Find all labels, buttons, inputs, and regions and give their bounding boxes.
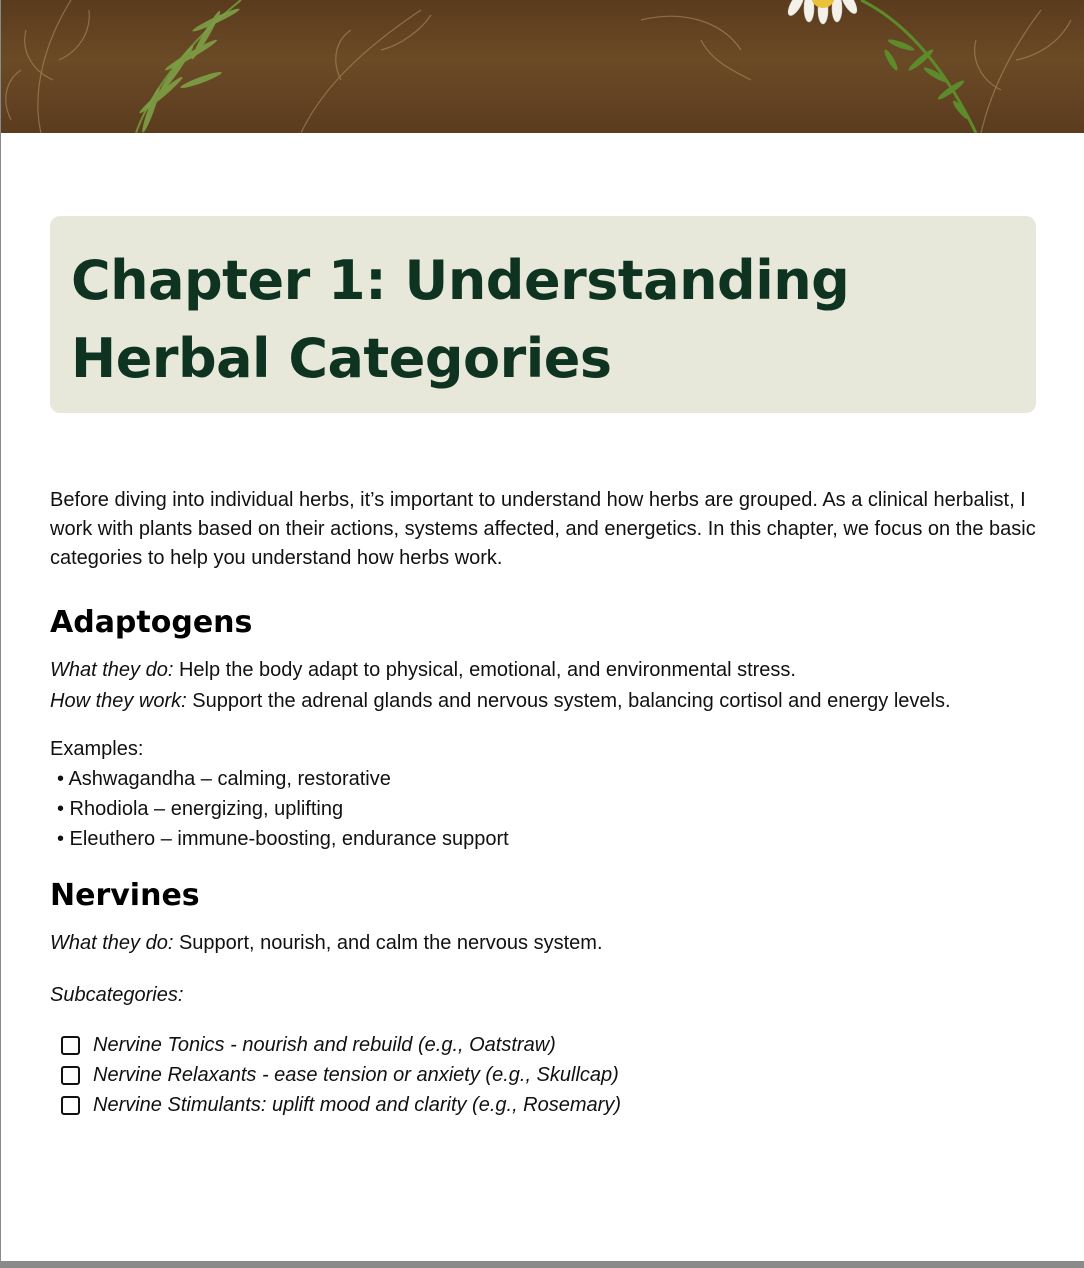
checklist-item [61,1090,1040,1120]
what-text: Support, nourish, and calm the nervous system. [173,932,603,954]
header-banner-image [1,0,1084,133]
nervines-what-they-do [50,927,1040,959]
list-item: • Eleuthero – immune-boosting, endurance support [57,828,509,850]
adaptogens-what-they-do [50,655,1040,686]
subcategories-label-text: Subcategories: [50,984,184,1006]
subcategories-label [50,979,1040,1011]
checkbox[interactable] [61,1096,80,1115]
chapter-title-box [50,216,1036,413]
botanical-illustration [1,0,1084,133]
how-label: How they work: [50,690,187,712]
adaptogens-how-they-work [50,686,1040,717]
checkbox[interactable] [61,1036,80,1055]
list-item: • Ashwagandha – calming, restorative [57,768,391,790]
section-heading-nervines: Nervines [50,878,200,913]
section-heading-adaptogens: Adaptogens [50,605,253,640]
checklist-item-text: Nervine Tonics - nourish and rebuild (e.g., Oatstraw) [93,1034,556,1056]
checkbox[interactable] [61,1066,80,1085]
how-text: Support the adrenal glands and nervous system, balancing cortisol and energy levels. [186,690,951,712]
document-page [1,0,1084,1261]
checklist-item-text: Nervine Relaxants - ease tension or anxiety (e.g., Skullcap) [93,1064,619,1086]
what-label: What they do: [50,659,174,681]
checklist-item-text: Nervine Stimulants: uplift mood and clarity (e.g., Rosemary) [93,1094,621,1116]
examples-list [50,764,1040,854]
chapter-content [50,486,1040,1120]
examples-label: Examples: [50,738,144,760]
list-item: • Rhodiola – energizing, uplifting [57,798,344,820]
checklist-item [61,1060,1040,1090]
intro-paragraph: Before diving into individual herbs, it’s important to understand how herbs are grouped. As a clinical herbalist, I work with plants based on their actions, systems affected, and energetics. In this chapter, we focus on the basic categories to help you understand how herbs work. [50,489,1036,569]
checklist-item [61,1030,1040,1060]
chamomile-flower [785,0,860,24]
chapter-title: Chapter 1: Understanding Herbal Categories [71,249,850,390]
subcategories-checklist [50,1030,1040,1120]
what-label: What they do: [50,932,174,954]
what-text: Help the body adapt to physical, emotional, and environmental stress. [173,659,796,681]
